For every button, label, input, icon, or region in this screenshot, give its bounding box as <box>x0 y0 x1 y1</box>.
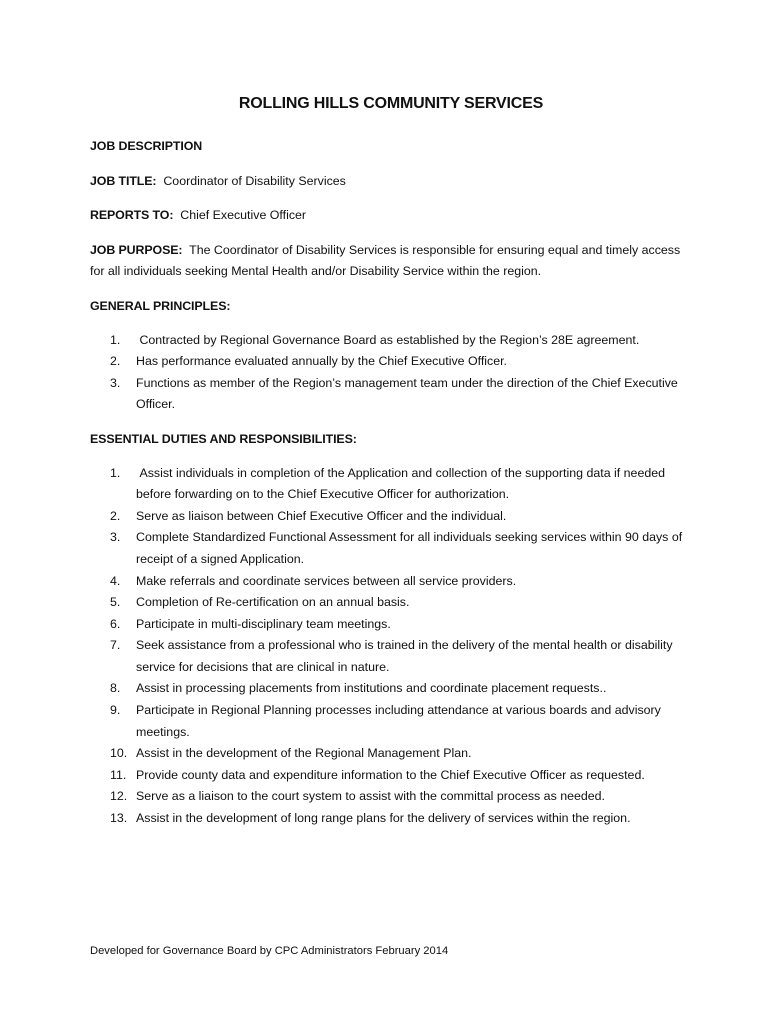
essential-duty-item <box>90 592 686 614</box>
reports-to-line <box>90 205 686 227</box>
essential-duties-list <box>90 463 686 830</box>
list-item-text: Assist in the development of the Regional Management Plan. <box>136 746 472 761</box>
document-footer: Developed for Governance Board by CPC Administrators February 2014 <box>90 945 449 957</box>
list-item-number: 3. <box>110 530 121 545</box>
list-item-number: 3. <box>110 375 121 390</box>
list-item-number: 2. <box>110 508 121 523</box>
list-item-text: Provide county data and expenditure information to the Chief Executive Officer as requested. <box>136 767 645 782</box>
list-item-text: Participate in Regional Planning processes including attendance at various boards and advisory meetings. <box>136 703 665 739</box>
essential-duty-item <box>90 506 686 528</box>
list-item-text: Complete Standardized Functional Assessment for all individuals seeking services within 90 days of receipt of a signed Application. <box>136 530 686 566</box>
document-title: ROLLING HILLS COMMUNITY SERVICES <box>238 95 544 112</box>
essential-duties-heading: ESSENTIAL DUTIES AND RESPONSIBILITIES: <box>90 431 357 446</box>
reports-to-value: Chief Executive Officer <box>180 208 307 223</box>
reports-to-label: REPORTS TO: <box>90 208 174 223</box>
list-item-number: 4. <box>110 573 121 588</box>
list-item-text: Make referrals and coordinate services between all service providers. <box>136 573 517 588</box>
essential-duty-item <box>90 635 686 678</box>
job-purpose-paragraph <box>90 240 686 283</box>
list-item-text: Contracted by Regional Governance Board as established by the Region’s 28E agreement. <box>136 332 640 347</box>
list-item-text: Functions as member of the Region’s management team under the direction of the Chief Executive Officer. <box>136 375 682 412</box>
essential-duty-item <box>90 527 686 570</box>
general-principles-list <box>90 330 686 416</box>
list-item-text: Assist in processing placements from institutions and coordinate placement requests.. <box>136 681 607 696</box>
list-item-text: Serve as a liaison to the court system to assist with the committal process as needed. <box>136 789 605 804</box>
essential-duty-item <box>90 786 686 808</box>
essential-duty-item <box>90 571 686 593</box>
list-item-number: 13. <box>110 811 128 826</box>
essential-duty-item <box>90 743 686 765</box>
general-principle-item <box>90 373 686 416</box>
list-item-number: 5. <box>110 595 121 610</box>
job-purpose-label: JOB PURPOSE: <box>90 242 183 257</box>
job-title-line <box>90 171 686 193</box>
list-item-number: 9. <box>110 703 121 718</box>
essential-duty-item <box>90 678 686 700</box>
essential-duty-item <box>90 765 686 787</box>
job-title-label: JOB TITLE: <box>90 173 157 188</box>
list-item-text: Participate in multi-disciplinary team meetings. <box>136 616 391 631</box>
list-item-text: Assist in the development of long range plans for the delivery of services within the region. <box>136 811 631 826</box>
list-item-text: Serve as liaison between Chief Executive Officer and the individual. <box>136 508 507 523</box>
job-title-value: Coordinator of Disability Services <box>163 173 346 188</box>
general-principle-item <box>90 330 686 352</box>
list-item-text: Assist individuals in completion of the Application and collection of the supporting data if needed before forwarding on to the Chief Executive Officer for authorization. <box>136 465 669 502</box>
list-item-number: 10. <box>110 746 128 761</box>
list-item-number: 12. <box>110 789 128 804</box>
list-item-number: 11. <box>110 767 127 782</box>
list-item-number: 1. <box>110 465 121 480</box>
list-item-number: 8. <box>110 681 121 696</box>
general-principles-heading: GENERAL PRINCIPLES: <box>90 298 231 313</box>
essential-duty-item <box>90 463 686 506</box>
list-item-text: Has performance evaluated annually by the Chief Executive Officer. <box>136 354 508 369</box>
list-item-text: Completion of Re-certification on an annual basis. <box>136 595 410 610</box>
list-item-number: 2. <box>110 354 121 369</box>
essential-duty-item <box>90 700 686 743</box>
document-page <box>90 93 686 843</box>
list-item-text: Seek assistance from a professional who is trained in the delivery of the mental health or disability service for decisions that are clinical in nature. <box>136 638 676 674</box>
job-purpose-text: The Coordinator of Disability Services is responsible for ensuring equal and timely access for all individuals seeking Mental Health and/or Disability Service within the region. <box>90 242 681 279</box>
list-item-number: 7. <box>110 638 121 653</box>
general-principle-item <box>90 351 686 373</box>
job-description-label: JOB DESCRIPTION <box>90 139 203 153</box>
essential-duty-item <box>90 808 686 830</box>
essential-duty-item <box>90 614 686 636</box>
list-item-number: 1. <box>110 332 121 347</box>
list-item-number: 6. <box>110 616 121 631</box>
